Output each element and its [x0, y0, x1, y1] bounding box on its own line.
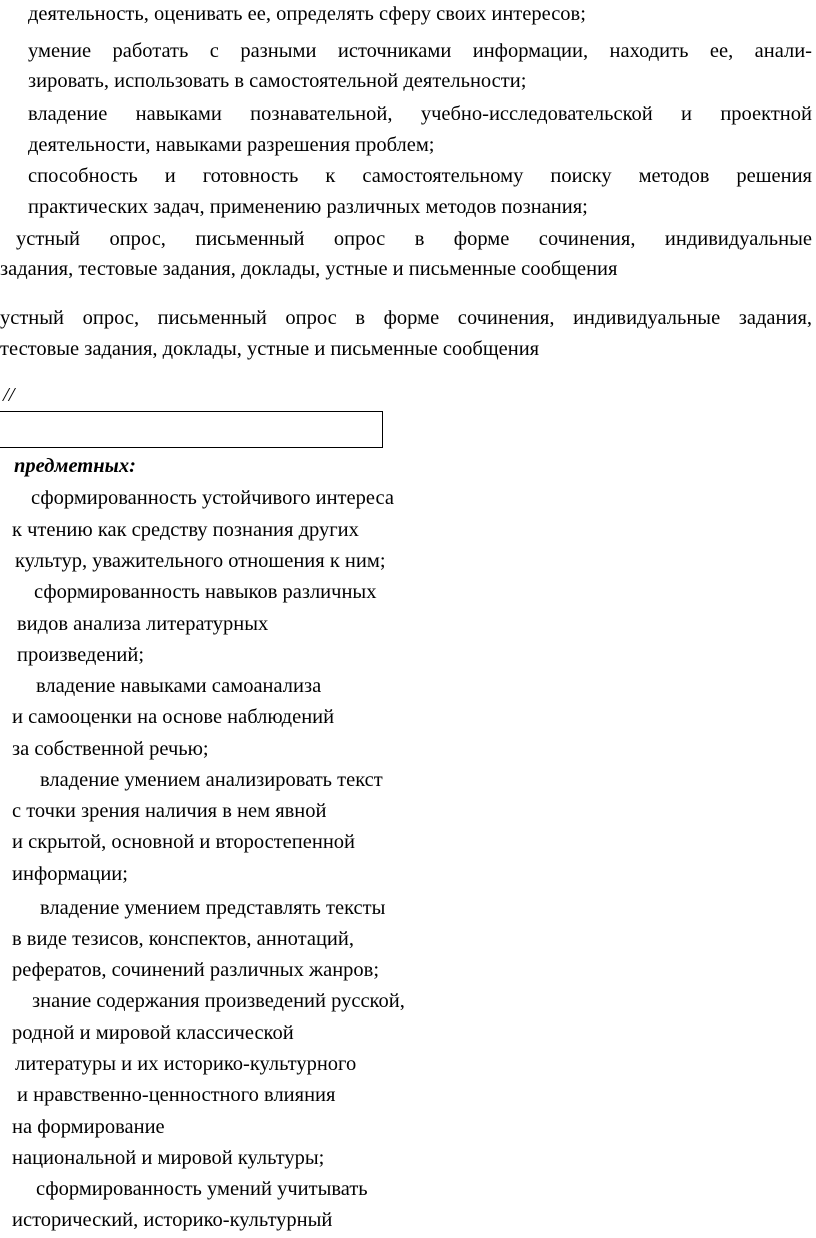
text-line: устный опрос, письменный опрос в форме сочинения, индивидуальные задания,: [0, 307, 812, 329]
text-line: родной и мировой классической: [12, 1022, 294, 1044]
text-line: владение навыками самоанализа: [36, 675, 322, 697]
text-line: исторический, историко-культурный: [12, 1209, 333, 1231]
text-line: и самооценки на основе наблюдений: [12, 706, 335, 728]
text-line: национальной и мировой культуры;: [12, 1147, 325, 1169]
text-line: сформированность умений учитывать: [36, 1178, 368, 1200]
text-line: видов анализа литературных: [17, 613, 269, 635]
text-line: произведений;: [17, 644, 145, 666]
text-line: и нравственно-ценностного влияния: [17, 1084, 336, 1106]
text-line: практических задач, применению различных методов познания;: [28, 196, 588, 218]
text-line: умение работать с разными источниками информации, находить ее, анали-: [28, 40, 812, 62]
text-line: сформированность навыков различных: [34, 581, 377, 603]
section-heading: предметных:: [14, 455, 136, 477]
marker-glyph: //: [3, 384, 15, 406]
text-line: тестовые задания, доклады, устные и письменные сообщения: [0, 338, 540, 360]
empty-box: [0, 411, 383, 448]
text-line: зировать, использовать в самостоятельной деятельности;: [28, 70, 527, 92]
text-line: знание содержания произведений русской,: [32, 990, 405, 1012]
text-line: владение умением анализировать текст: [40, 769, 383, 791]
text-line: на формирование: [12, 1116, 165, 1138]
text-line: литературы и их историко-культурного: [15, 1053, 357, 1075]
text-line: деятельности, навыками разрешения проблем;: [28, 134, 435, 156]
text-line: с точки зрения наличия в нем явной: [12, 800, 327, 822]
text-line: и скрытой, основной и второстепенной: [12, 831, 356, 853]
text-line: рефератов, сочинений различных жанров;: [12, 959, 380, 981]
text-line: информации;: [12, 863, 128, 885]
text-line: владение умением представлять тексты: [40, 897, 386, 919]
text-line: к чтению как средству познания других: [12, 519, 359, 541]
text-line: сформированность устойчивого интереса: [31, 487, 394, 509]
text-line: устный опрос, письменный опрос в форме сочинения, индивидуальные: [16, 228, 812, 250]
text-line: задания, тестовые задания, доклады, устные и письменные сообщения: [0, 258, 618, 280]
text-line: способность и готовность к самостоятельному поиску методов решения: [28, 165, 812, 187]
text-line: за собственной речью;: [12, 738, 209, 760]
text-line: владение навыками познавательной, учебно-исследовательской и проектной: [28, 103, 812, 125]
text-line: в виде тезисов, конспектов, аннотаций,: [12, 928, 354, 950]
text-line: культур, уважительного отношения к ним;: [15, 550, 386, 572]
text-line: деятельность, оценивать ее, определять сферу своих интересов;: [28, 3, 586, 25]
